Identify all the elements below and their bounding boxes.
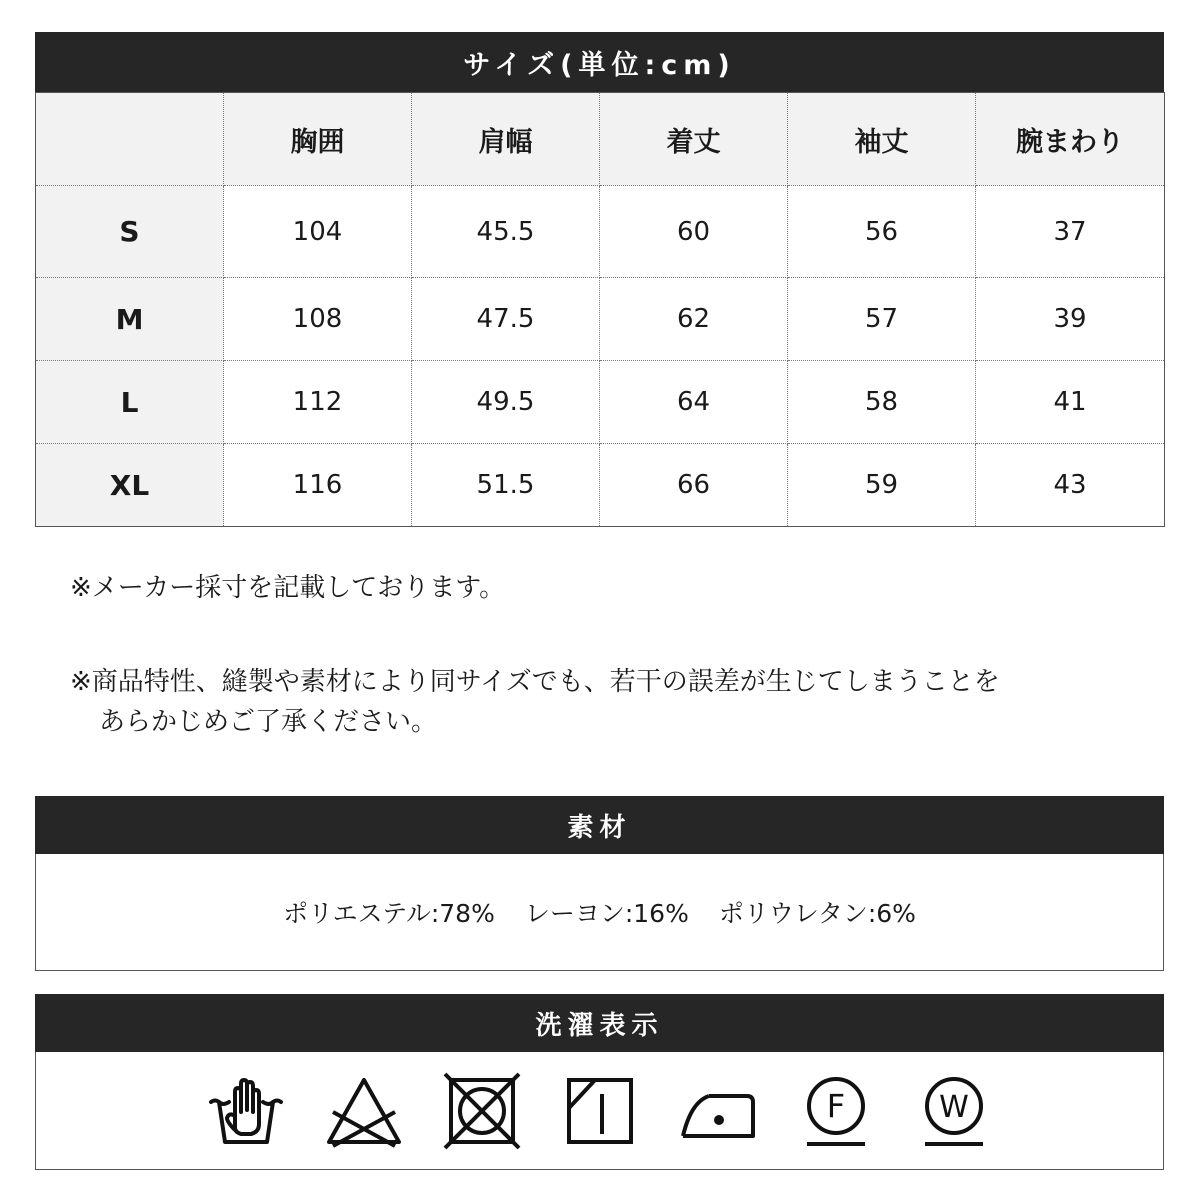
column-header: 袖丈 — [788, 93, 976, 186]
table-cell: 51.5 — [412, 444, 600, 527]
table-cell: 43 — [976, 444, 1165, 527]
size-table-header-row — [36, 93, 1165, 186]
table-cell: 60 — [600, 186, 788, 278]
table-cell: 49.5 — [412, 361, 600, 444]
care-title: 洗濯表示 — [35, 994, 1164, 1052]
size-label: XL — [36, 444, 224, 527]
table-cell: 45.5 — [412, 186, 600, 278]
no-bleach-icon — [325, 1072, 403, 1150]
column-header: 着丈 — [600, 93, 788, 186]
column-header: 胸囲 — [224, 93, 412, 186]
table-cell: 56 — [788, 186, 976, 278]
material-item: ポリエステル:78% — [283, 899, 495, 928]
column-header: 肩幅 — [412, 93, 600, 186]
care-symbols — [35, 1052, 1164, 1170]
variance-note-line2: あらかじめご了承ください。 — [99, 707, 438, 737]
material-item: ポリウレタン:6% — [718, 899, 916, 928]
dry-clean-f-icon — [797, 1072, 875, 1150]
table-cell: 62 — [600, 278, 788, 361]
table-cell: 58 — [788, 361, 976, 444]
size-table-corner — [36, 93, 224, 186]
table-cell: 108 — [224, 278, 412, 361]
table-cell: 66 — [600, 444, 788, 527]
size-table — [35, 92, 1165, 527]
table-row — [36, 186, 1165, 278]
no-tumble-dry-icon — [443, 1072, 521, 1150]
hand-wash-icon — [207, 1072, 285, 1150]
table-row — [36, 444, 1165, 527]
size-label: S — [36, 186, 224, 278]
wet-clean-w-icon — [915, 1072, 993, 1150]
size-label: L — [36, 361, 224, 444]
table-cell: 64 — [600, 361, 788, 444]
variance-note — [70, 662, 1000, 742]
measurement-note: ※メーカー採寸を記載しております。 — [70, 573, 506, 603]
table-cell: 47.5 — [412, 278, 600, 361]
table-cell: 112 — [224, 361, 412, 444]
variance-note-line1: ※商品特性、縫製や素材により同サイズでも、若干の誤差が生じてしまうことを — [70, 667, 1000, 697]
material-title: 素材 — [35, 796, 1164, 854]
table-row — [36, 278, 1165, 361]
table-cell: 104 — [224, 186, 412, 278]
column-header: 腕まわり — [976, 93, 1165, 186]
table-cell: 41 — [976, 361, 1165, 444]
table-cell: 57 — [788, 278, 976, 361]
material-box — [35, 854, 1164, 971]
table-cell: 39 — [976, 278, 1165, 361]
size-label: M — [36, 278, 224, 361]
size-table-title: サイズ(単位:cm) — [35, 32, 1164, 92]
dry-clean-letter: F — [826, 1086, 845, 1125]
table-cell: 37 — [976, 186, 1165, 278]
line-dry-shade-icon — [561, 1072, 639, 1150]
table-cell: 59 — [788, 444, 976, 527]
material-item: レーヨン:16% — [524, 899, 689, 928]
wet-clean-letter: W — [938, 1089, 969, 1125]
iron-low-icon — [679, 1072, 757, 1150]
table-cell: 116 — [224, 444, 412, 527]
table-row — [36, 361, 1165, 444]
